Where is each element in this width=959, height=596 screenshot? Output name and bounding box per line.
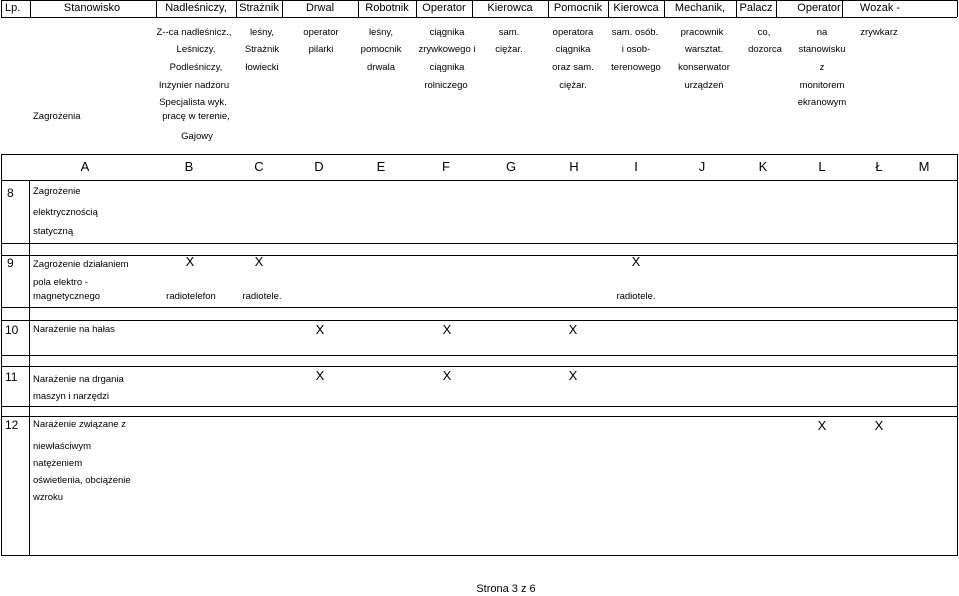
row-9-number: 9 bbox=[7, 256, 14, 270]
desc-nadl-3: Podleśniczy, bbox=[169, 62, 223, 73]
col-letter-c: C bbox=[254, 159, 264, 174]
desc-operator2-5: ekranowym bbox=[797, 97, 847, 108]
desc-wozak-1: zrywkarz bbox=[860, 27, 898, 38]
desc-mechanik-4: urządzeń bbox=[684, 80, 724, 91]
col-header-kierowca: Kierowca bbox=[487, 2, 533, 14]
row-10-mark-f: X bbox=[442, 322, 452, 337]
row-10-mark-d: X bbox=[315, 322, 325, 337]
row-8-line-3: statyczną bbox=[33, 226, 74, 237]
col-letter-d: D bbox=[314, 159, 324, 174]
col-header-nadlesniczy: Nadleśniczy, bbox=[165, 2, 227, 14]
col-header-palacz: Palacz bbox=[739, 2, 773, 14]
col-header-robotnik: Robotnik bbox=[365, 2, 409, 14]
col-header-straznik: Strażnik bbox=[239, 2, 279, 14]
row-9-mark-h: X bbox=[631, 254, 641, 269]
desc-kierowca2-3: terenowego bbox=[611, 62, 661, 73]
desc-pomocnik-4: cięż̇ar. bbox=[559, 80, 587, 91]
col-letter-g: G bbox=[505, 159, 517, 174]
row-9-mark-a: X bbox=[185, 254, 195, 269]
col-letter-l: L bbox=[818, 159, 826, 174]
row-8-line-1: Zagrożenie bbox=[33, 186, 81, 197]
row-8-number: 8 bbox=[7, 186, 14, 200]
row-11-line-1: Narażenie na drgania bbox=[33, 374, 124, 385]
row-12-mark-k: X bbox=[817, 418, 827, 433]
desc-pomocnik-3: oraz sam. bbox=[552, 62, 594, 73]
row-11-mark-f: X bbox=[442, 368, 452, 383]
desc-robotnik-3: drwala bbox=[367, 62, 395, 73]
row-11-number: 11 bbox=[5, 370, 18, 384]
col-header-kierowca-2: Kierowca bbox=[613, 2, 659, 14]
row-10-mark-h: X bbox=[568, 322, 578, 337]
col-header-stanowisko: Stanowisko bbox=[63, 2, 121, 14]
desc-straznik-1: leśny, bbox=[249, 27, 275, 38]
row-8-line-2: elektrycznością bbox=[33, 207, 98, 218]
zagrozenia-label: Zagrożenia bbox=[33, 111, 81, 122]
desc-robotnik-1: leśny, bbox=[368, 27, 394, 38]
row-9-note-a: radiotelefon bbox=[166, 291, 216, 302]
col-header-operator-2: Operator bbox=[797, 2, 841, 14]
desc-mechanik-1: pracownik bbox=[680, 27, 724, 38]
desc-palacz-1: co, bbox=[757, 27, 771, 38]
row-11-mark-d: X bbox=[315, 368, 325, 383]
row-9-mark-b: X bbox=[254, 254, 264, 269]
desc-operator-3: ciągnika bbox=[429, 62, 465, 73]
desc-nadl-6: pracę w terenie, bbox=[162, 111, 230, 122]
col-letter-a: A bbox=[80, 159, 90, 174]
desc-nadl-2: Leśniczy, bbox=[176, 44, 216, 55]
desc-nadl-1: Z--ca nadleśnicz., bbox=[156, 27, 232, 38]
desc-mechanik-3: konserwator bbox=[678, 62, 730, 73]
col-header-wozak: Wozak - bbox=[859, 2, 901, 14]
col-header-lp: Lp. bbox=[5, 2, 21, 14]
desc-palacz-2: dozorca bbox=[748, 44, 782, 55]
col-header-drwal: Drwal bbox=[305, 2, 335, 14]
desc-robotnik-2: pomocnik bbox=[360, 44, 402, 55]
desc-kierowca-2: cięż̇ar. bbox=[495, 44, 523, 55]
desc-drwal-2: pilarki bbox=[308, 44, 334, 55]
desc-kierowca2-1: sam. osób. bbox=[611, 27, 659, 38]
col-letter-l-stroke: Ł bbox=[875, 159, 883, 174]
row-9-line-3: magnetycznego bbox=[33, 291, 101, 302]
desc-straznik-2: Strażnik bbox=[244, 44, 280, 55]
row-9-line-1: Zagrożenie działaniem bbox=[33, 259, 129, 270]
desc-operator2-4: monitorem bbox=[799, 80, 845, 91]
desc-nadl-5: Specjalista wyk. bbox=[159, 97, 227, 108]
desc-straznik-3: łowiecki bbox=[245, 62, 279, 73]
desc-nadl-7: Gajowy bbox=[181, 131, 213, 142]
desc-nadl-4: Inżynier nadzoru bbox=[158, 80, 230, 91]
row-12-line-4: oświetlenia, obciążenie bbox=[33, 475, 131, 486]
row-12-line-2: niewłaściwym bbox=[33, 441, 92, 452]
desc-operator2-1: na bbox=[816, 27, 828, 38]
row-12-mark-l: X bbox=[874, 418, 884, 433]
row-9-line-2: pola elektro - bbox=[33, 277, 88, 288]
col-letter-e: E bbox=[376, 159, 386, 174]
col-letter-m: M bbox=[918, 159, 930, 174]
col-letter-j: J bbox=[698, 159, 706, 174]
col-letter-i: I bbox=[634, 159, 638, 174]
desc-kierowca2-2: i osob- bbox=[621, 44, 651, 55]
col-header-mechanik: Mechanik, bbox=[674, 2, 726, 14]
desc-pomocnik-1: operatora bbox=[552, 27, 594, 38]
col-letter-k: K bbox=[758, 159, 768, 174]
desc-operator-2: zrywkowego i bbox=[418, 44, 476, 55]
col-letter-b: B bbox=[184, 159, 194, 174]
desc-kierowca-1: sam. bbox=[498, 27, 520, 38]
col-letter-f: F bbox=[442, 159, 450, 174]
desc-drwal-1: operator bbox=[303, 27, 339, 38]
row-12-line-5: wzroku bbox=[33, 492, 64, 503]
row-12-line-1: Narażenie związane z bbox=[33, 419, 126, 430]
row-12-line-3: natężeniem bbox=[33, 458, 83, 469]
col-header-pomocnik: Pomocnik bbox=[553, 2, 603, 14]
row-10-line-1: Narażenie na hałas bbox=[33, 324, 115, 335]
row-10-number: 10 bbox=[5, 323, 19, 337]
desc-operator2-3: z bbox=[819, 62, 825, 73]
row-12-number: 12 bbox=[5, 418, 19, 432]
row-11-line-2: maszyn i narzędzi bbox=[33, 391, 110, 402]
page-number: Strona 3 z 6 bbox=[476, 583, 536, 595]
desc-operator2-2: stanowisku bbox=[798, 44, 846, 55]
row-9-note-b: radiotele. bbox=[242, 291, 282, 302]
desc-pomocnik-2: ciągnika bbox=[555, 44, 591, 55]
row-9-note-h: radiotele. bbox=[616, 291, 656, 302]
desc-operator-4: rolniczego bbox=[424, 80, 468, 91]
desc-operator-1: ciągnika bbox=[429, 27, 465, 38]
desc-mechanik-2: warsztat. bbox=[684, 44, 724, 55]
col-header-operator: Operator bbox=[422, 2, 466, 14]
col-letter-h: H bbox=[569, 159, 579, 174]
row-11-mark-h: X bbox=[568, 368, 578, 383]
